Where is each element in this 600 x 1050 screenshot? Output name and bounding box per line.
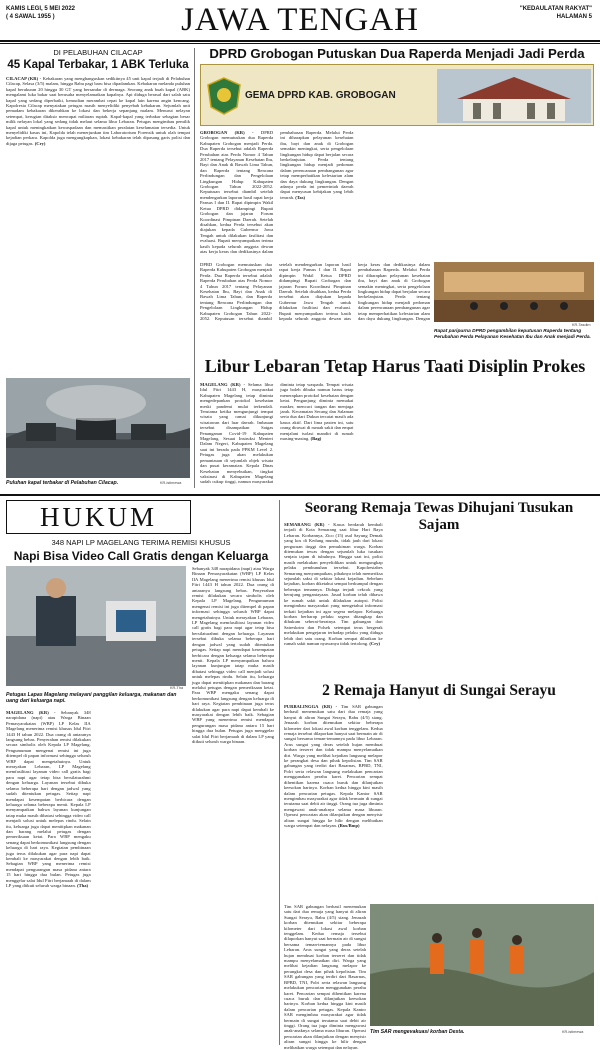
hukum-body-top: [192, 566, 274, 744]
grobogan-body-cont: [200, 262, 430, 326]
serayu-sig: (Rus/Bmp): [338, 822, 360, 828]
remaja-headline: Seorang Remaja Tewas Dihujani Tusukan Sajam: [304, 500, 574, 533]
grobogan-banner-box: [200, 64, 594, 126]
cilacap-sig: (Cry): [34, 140, 46, 146]
masthead-rule-thin: [0, 43, 600, 44]
grobogan-header: [200, 46, 594, 61]
cilacap-photo: [6, 378, 190, 478]
video-call-image: [6, 566, 186, 686]
serayu-body: [284, 704, 594, 900]
hukum-photo: [6, 566, 186, 686]
lebaran-sig: (Bag): [310, 436, 322, 442]
assembly-image: [434, 262, 594, 322]
remaja-sig: (Cry): [369, 640, 381, 646]
grobogan-headline: DPRD Grobogan Putuskan Dua Raperda Menjadi Jadi Perda: [209, 46, 585, 61]
serayu-lead: PURBALINGGA (KR) -: [284, 704, 338, 709]
grobogan-lead: GROBOGAN (KR) -: [200, 130, 254, 135]
grobogan-photo-1: [434, 262, 594, 322]
lebaran-header: [196, 356, 594, 377]
rescue-image: [370, 904, 594, 1026]
remaja-body: [284, 522, 594, 678]
cilacap-caption: Puluhan kapal terbakar di Pelabuhan Cilacap.: [6, 480, 119, 486]
grobogan-credit: KR-Tasdim: [572, 323, 591, 327]
grobogan-sig: (Tas): [295, 194, 306, 200]
lebaran-lead: MAGELANG (KR) -: [200, 382, 246, 387]
hukum-body: [6, 710, 274, 1044]
serayu-headline: 2 Remaja Hanyut di Sungai Serayu: [322, 682, 556, 699]
cilacap-text: Kebakaran yang menghanguskan sedikitnya 45 unit kapal terjadi di Pelabuhan Cilacap, Selasa (3/5) malam, hingga Rabu pagi baru bisa dipadamkan. Kebakaran melanda puluhan kapal berukuran 20 hingga 30 GT yang bersandar di dermaga. Seorang anak buah kapal (ABK) mengalami luka bakar saat berusaha menyelamatkan kapalnya. Api diduga berasal dari salah satu kapal yang sedang diperbaiki, kemudian merambat cepat ke kapal lain karena angin kencang. Kapolresta Cilacap menyatakan petugas masih menyelidiki penyebab kebakaran. Sejumlah unit pemadam kebakaran dikerahkan ke lokasi dan bekerja sepanjang malam. Menurut nelayan setempat, kerugian ditaksir mencapai miliaran rupiah. Kapal-kapal yang terbakar sebagian besar milik nelayan lokal yang sedang tidak melaut selama libur Lebaran. Petugas mengimbau pemilik kapal untuk meningkatkan kewaspadaan dan memastikan peralatan keselamatan tersedia. Untuk menyelidiki kasus ini, Kapolda telah menerjunkan tim Laboratorium Forensik untuk olah tempat kejadian perkara. Kapolda juga mengungkapkan, lokasi kebakaran telah dipasang garis polisi dan dijaga petugas.: [6, 76, 190, 146]
masthead-date: [6, 6, 75, 21]
page-label: HALAMAN 5: [556, 13, 592, 20]
grobogan-text-cont: DPRD Grobogan memutuskan dua Raperda Kabupaten Grobogan menjadi Perda. Dua Raperda tersebut adalah Raperda Perubahan atas Perda Nomor 4 Tahun 2017 tentang Pelayanan Kesehatan Ibu, Bayi dan Anak di Bawah Lima Tahun, dan Raperda tentang Rencana Perlindungan dan Pengelolaan Lingkungan Hidup Kabupaten Grobogan Tahun 2022-2052. Keputusan tersebut diambil setelah mendengarkan laporan hasil rapat kerja Pansus I dan II. Rapat dipimpin Wakil Ketua DPRD didampingi Bupati Grobogan dan jajaran Forum Koordinasi Pimpinan Daerah. Setelah disahkan, kedua Perda tersebut akan diajukan kepada Gubernur Jawa Tengah untuk dilakukan fasilitasi dan evaluasi. Bupati menyampaikan terima kasih kepada seluruh anggota dewan atas kerja keras dan dedikasinya dalam pembahasan Raperda. Melalui Perda ini diharapkan pelayanan kesehatan ibu, bayi dan anak di Grobogan semakin meningkat, serta pengelolaan lingkungan hidup dapat berjalan secara berkelanjutan. Perda tentang lingkungan hidup menjadi pedoman dalam perencanaan pembangunan agar tetap memperhatikan kelestarian alam dan daya dukung lingkungan. Dengan: [200, 262, 430, 322]
section-title: JAWA TENGAH: [181, 2, 419, 38]
cilacap-kicker: DI PELABUHAN CILACAP: [53, 48, 143, 57]
hukum-credit: KR-Tha: [170, 686, 184, 690]
hukum-text-top: Sebanyak 348 narapidana (napi) atau Warga Binaan Pemasyarakatan (WBP) LP Kelas IIA Magelang menerima remisi khusus Idul Fitri 1443 H tahun 2022. Dua orang di antaranya langsung bebas. Penyerahan remisi dilakukan secara simbolis oleh Kepala LP Magelang. Pengumuman mengenai remisi ini juga ditempel di papan informasi sehingga seluruh WBP dapat mengetahuinya. Untuk merayakan Lebaran, LP Magelang memfasilitasi layanan video call gratis bagi para napi agar tetap bisa bersilaturahmi dengan keluarga. Layanan tersebut dibuka selama beberapa hari dengan jadwal yang sudah ditentukan petugas. Setiap napi mendapat kesempatan berbicara dengan keluarga selama beberapa menit. Kepala LP menyampaikan bahwa layanan kunjungan tatap muka masih dibatasi sehingga video call menjadi solusi untuk melepas rindu. Selain itu, keluarga juga dapat menitipkan makanan dan barang melalui petugas dengan pemeriksaan ketat. Para WBP mengaku senang dapat berkomunikasi langsung dengan keluarga di hari raya. Kegiatan pembinaan juga terus dilakukan agar para napi dapat kembali ke masyarakat dengan lebih baik. Sebagian WBP yang menerima remisi mendapat pengurangan masa pidana antara 15 hari hingga dua bulan. Petugas juga menggelar salat Idul Fitri berjamaah di dalam LP yang diikuti seluruh warga binaan.: [192, 566, 274, 744]
masthead-right: [520, 6, 592, 21]
serayu-caption: Tim SAR mengevakuasi korban Desta.: [370, 1029, 465, 1035]
lebaran-text: Selama libur Idul Fitri 1443 H, masyarakat Kabupaten Magelang tetap diminta mengedepankan protokol kesehatan meski pandemi mulai terkendali. Terutama ketika mengunjungi tempat wisata yang ramai dikunjungi wisatawan dari luar daerah. Imbauan tersebut disampaikan Satgas Penanganan Covid-19 Kabupaten Magelang. Sesuai Instruksi Menteri Dalam Negeri, Kabupaten Magelang saat ini berada pada PPKM Level 2. Petugas juga akan melakukan pemantauan di sejumlah objek wisata dan pusat keramaian. Kepala Dinas Kesehatan menyebutkan, tingkat vaksinasi di Kabupaten Magelang sudah cukup tinggi, namun masyarakat diminta tetap waspada. Tempat wisata juga boleh dibuka namun harus tetap menerapkan protokol kesehatan dengan ketat. Pengunjung diminta memakai masker, mencuci tangan dan menjaga jarak. Kecamatan Secang dan Salaman serta dua dari Dukun tercatat masih ada kasus aktif. Dari lima pasien ini, satu orang dirawat di rumah sakit dan empat menjalani isolasi mandiri di rumah masing-masing.: [200, 382, 354, 485]
serayu-credit: KR-istimewa: [562, 1030, 584, 1034]
date-line: KAMIS LEGI, 5 MEI 2022: [6, 6, 76, 12]
lebaran-body: [200, 382, 594, 486]
harbor-fire-image: [6, 378, 190, 478]
grobogan-caption: Rapat paripurna DPRD pengambilan keputusan Raperda tentang Perubahan Perda Pelayanan Kesehatan Ibu dan Anak menjadi Perda.: [434, 329, 591, 340]
serayu-header: [284, 682, 594, 700]
remaja-lead: SEMARANG (KR) -: [284, 522, 330, 527]
hukum-sig: (Tha): [77, 883, 89, 888]
serayu-text-bottom: Tim SAR gabungan berhasil menemukan satu dari dua remaja yang hanyut di aliran Sungai Serayu, Rabu (4/5) siang. Jenazah korban ditemukan sekitar beberapa kilometer dari lokasi awal korban tenggelam. Kedua remaja tersebut dilaporkan hanyut saat bermain air di sungai bersama teman-temannya pada libur Lebaran. Arus sungai yang deras setelah hujan membuat korban terseret dan tidak mampu menyelamatkan diri. Warga yang melihat kejadian langsung melapor ke perangkat desa dan pihak kepolisian. Tim SAR gabungan yang terdiri dari Basarnas, BPBD, TNI, Polri serta relawan langsung melakukan pencarian menggunakan perahu karet. Pencarian sempat dihentikan karena cuaca buruk dan dilanjutkan keesokan harinya. Korban kedua hingga kini masih dalam pencarian petugas. Kepala Kantor SAR mengimbau masyarakat agar tidak bermain di sungai terutama saat debit air tinggi. Orang tua juga diminta mengawasi anak-anaknya selama masa liburan. Operasi pencarian akan dilanjutkan dengan menyisir aliran sungai hingga ke hilir dengan melibatkan warga setempat dan nelayan.: [284, 904, 366, 1050]
grobogan-body: [200, 130, 594, 258]
emblem-icon: [207, 77, 241, 115]
hukum-lead: MAGELANG (KR) -: [6, 710, 56, 715]
remaja-text: Kasus berdarah kembali terjadi di Kota Semarang saat libur Hari Raya Lebaran. Korbannya, Zico (15) asal Sayung Demak yang kos di Kedung mundu, tidak jauh dari lokasi perguruan tinggi dan pemukiman warga. Korban ditemukan tewas dengan sejumlah luka tusukan senjata tajam di tubuhnya. Hingga saat ini, polisi masih melakukan penyelidikan untuk mengungkap pelaku pembunuhan tersebut. Kapolrestabes Semarang menyampaikan, pihaknya telah memeriksa sejumlah saksi di sekitar lokasi kejadian. Sebelum kejadian, korban diketahui sempat berkumpul dengan beberapa temannya. Diduga terjadi cekcok yang berujung penganiayaan. Jasad korban telah dibawa ke rumah sakit untuk dilakukan autopsi. Polisi mengimbau masyarakat yang mengetahui informasi terkait kejadian ini agar segera melapor. Keluarga korban berharap pelaku segera ditangkap dan dihukum seberat-beratnya. Tim gabungan dari Satreskrim dan Polsek setempat terus bergerak melakukan pengejaran terhadap pelaku yang diduga lebih dari satu orang. Korban sempat dilarikan ke rumah sakit namun nyawanya tidak tertolong.: [284, 522, 383, 646]
masthead-rule: [0, 40, 600, 42]
hukum-title: HUKUM: [39, 502, 157, 532]
serayu-text: Tim SAR gabungan berhasil menemukan satu dari dua remaja yang hanyut di aliran Sungai Serayu, Rabu (4/5) siang. Jenazah korban ditemukan sekitar beberapa kilometer dari lokasi awal korban tenggelam. Kedua remaja tersebut dilaporkan hanyut saat bermain air di sungai bersama teman-temannya pada libur Lebaran. Arus sungai yang deras setelah hujan membuat korban terseret dan tidak mampu menyelamatkan diri. Warga yang melihat kejadian langsung melapor ke perangkat desa dan pihak kepolisian. Tim SAR gabungan yang terdiri dari Basarnas, BPBD, TNI, Polri serta relawan langsung melakukan pencarian menggunakan perahu karet. Pencarian sempat dihentikan karena cuaca buruk dan dilanjutkan keesokan harinya. Korban kedua hingga kini masih dalam pencarian petugas. Kepala Kantor SAR mengimbau masyarakat agar tidak bermain di sungai terutama saat debit air tinggi. Orang tua juga diminta mengawasi anak-anaknya selama masa liburan. Operasi pencarian akan dilanjutkan dengan menyisir aliran sungai hingga ke hilir dengan melibatkan warga setempat dan nelayan.: [284, 704, 383, 828]
hukum-caption: Petugas Lapas Magelang melayani panggilan keluarga, makanan dan uang dari keluarga napi.: [6, 692, 177, 704]
section-rule: [0, 494, 600, 496]
hijri-line: ( 4 SAWAL 1955 ): [6, 13, 55, 20]
grobogan-banner: GEMA DPRD KAB. GROBOGAN: [245, 90, 396, 101]
serayu-photo: [370, 904, 594, 1026]
cilacap-header: [6, 48, 190, 71]
hukum-headline: Napi Bisa Video Call Gratis dengan Keluarga: [13, 549, 269, 563]
cilacap-body: [6, 76, 190, 374]
column-divider-2: [279, 500, 280, 1045]
cilacap-credit: KR-istimewa: [160, 481, 182, 485]
hukum-box: [6, 500, 191, 534]
hukum-text: Sebanyak 348 narapidana (napi) atau Warga Binaan Pemasyarakatan (WBP) LP Kelas IIA Magelang menerima remisi khusus Idul Fitri 1443 H tahun 2022. Dua orang di antaranya langsung bebas. Penyerahan remisi dilakukan secara simbolis oleh Kepala LP Magelang. Pengumuman mengenai remisi ini juga ditempel di papan informasi sehingga seluruh WBP dapat mengetahuinya. Untuk merayakan Lebaran, LP Magelang memfasilitasi layanan video call gratis bagi para napi agar tetap bisa bersilaturahmi dengan keluarga. Layanan tersebut dibuka selama beberapa hari dengan jadwal yang sudah ditentukan petugas. Setiap napi mendapat kesempatan berbicara dengan keluarga selama beberapa menit. Kepala LP menyampaikan bahwa layanan kunjungan tatap muka masih dibatasi sehingga video call menjadi solusi untuk melepas rindu. Selain itu, keluarga juga dapat menitipkan makanan dan barang melalui petugas dengan pemeriksaan ketat. Para WBP mengaku senang dapat berkomunikasi langsung dengan keluarga di hari raya. Kegiatan pembinaan juga terus dilakukan agar para napi dapat kembali ke masyarakat dengan lebih baik. Sebagian WBP yang menerima remisi mendapat pengurangan masa pidana antara 15 hari hingga dua bulan. Petugas juga menggelar salat Idul Fitri berjamaah di dalam LP yang diikuti seluruh warga binaan.: [6, 710, 91, 888]
slogan: "KEDAULATAN RAKYAT": [519, 6, 592, 12]
cilacap-lead: CILACAP (KR) -: [6, 76, 42, 81]
lebaran-headline: Libur Lebaran Tetap Harus Taati Disiplin Prokes: [204, 356, 586, 376]
serayu-body-bottom: [284, 904, 366, 1050]
grobogan-text: DPRD Grobogan memutuskan dua Raperda Kabupaten Grobogan menjadi Perda. Dua Raperda tersebut adalah Raperda Perubahan atas Perda Nomor 4 Tahun 2017 tentang Pelayanan Kesehatan Ibu, Bayi dan Anak di Bawah Lima Tahun, dan Raperda tentang Rencana Perlindungan dan Pengelolaan Lingkungan Hidup Kabupaten Grobogan Tahun 2022-2052. Keputusan tersebut diambil setelah mendengarkan laporan hasil rapat kerja Pansus I dan II. Rapat dipimpin Wakil Ketua DPRD didampingi Bupati Grobogan dan jajaran Forum Koordinasi Pimpinan Daerah. Setelah disahkan, kedua Perda tersebut akan diajukan kepada Gubernur Jawa Tengah untuk dilakukan fasilitasi dan evaluasi. Bupati menyampaikan terima kasih kepada seluruh anggota dewan atas kerja keras dan dedikasinya dalam pembahasan Raperda. Melalui Perda ini diharapkan pelayanan kesehatan ibu, bayi dan anak di Grobogan semakin meningkat, serta pengelolaan lingkungan hidup dapat berjalan secara berkelanjutan. Perda tentang lingkungan hidup menjadi pedoman dalam perencanaan pembangunan agar tetap memperhatikan kelestarian alam dan daya dukung lingkungan. Dengan adanya perda ini pemerintah daerah dapat menyusun kebijakan yang lebih terarah.: [200, 130, 354, 254]
hukum-header: [6, 538, 276, 563]
column-divider: [194, 48, 195, 488]
cilacap-headline: 45 Kapal Terbakar, 1 ABK Terluka: [7, 59, 189, 71]
hukum-kicker: 348 NAPI LP MAGELANG TERIMA REMISI KHUSUS: [51, 538, 231, 547]
dprd-building-icon: [437, 69, 591, 123]
